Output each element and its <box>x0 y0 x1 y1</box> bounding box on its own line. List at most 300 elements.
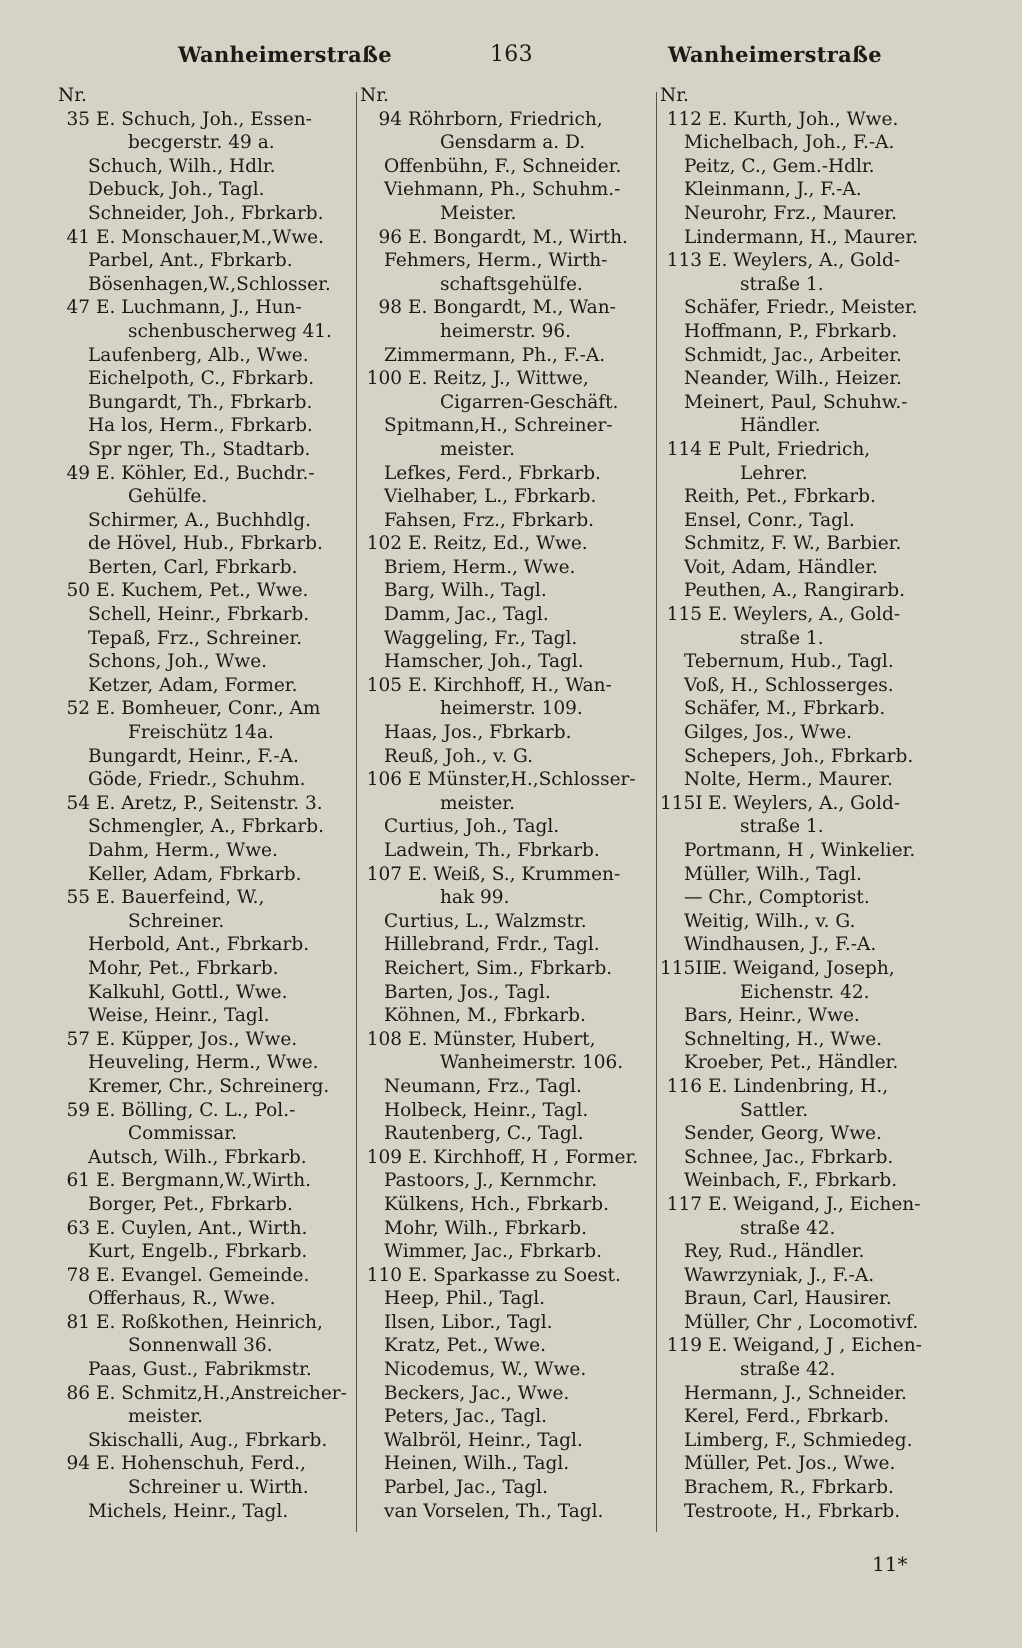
directory-entry <box>660 745 960 769</box>
resident-entry: Müller, Pet. Jos., Wwe. <box>684 1453 896 1475</box>
resident-entry: Nolte, Herm., Maurer. <box>684 769 893 791</box>
entry-continuation: Händler. <box>740 415 821 437</box>
directory-entry <box>58 1476 360 1500</box>
entry-continuation: Gehülfe. <box>128 486 208 508</box>
directory-entry <box>360 792 660 816</box>
directory-entry <box>58 1028 360 1052</box>
resident-entry: E. Weigand, J., Eichen- <box>708 1193 921 1215</box>
directory-entry <box>660 674 960 698</box>
resident-entry: Reith, Pet., Fbrkarb. <box>684 486 876 508</box>
directory-entry <box>360 1311 660 1335</box>
resident-entry: Mohr, Wilh., Fbrkarb. <box>384 1217 587 1239</box>
directory-entry <box>58 981 360 1005</box>
resident-entry: Beckers, Jac., Wwe. <box>384 1382 570 1404</box>
directory-entry <box>58 886 360 910</box>
house-number: 59 <box>66 1099 90 1121</box>
directory-entry <box>58 155 360 179</box>
directory-entry <box>360 1382 660 1406</box>
directory-entry <box>660 650 960 674</box>
resident-entry: Schmengler, A., Fbrkarb. <box>88 816 324 838</box>
directory-entry <box>360 1051 660 1075</box>
resident-entry: Gilges, Jos., Wwe. <box>684 722 853 744</box>
house-number: 110 <box>366 1264 402 1286</box>
resident-entry: E. Kirchhoff, H., Wan- <box>408 674 612 696</box>
resident-entry: Meinert, Paul, Schuhw.- <box>684 391 908 413</box>
directory-entry <box>58 650 360 674</box>
entry-continuation: heimerstr. 96. <box>440 320 572 342</box>
resident-entry: Heep, Phil., Tagl. <box>384 1288 546 1310</box>
resident-entry: Spitmann,H., Schreiner- <box>384 415 613 437</box>
directory-entry <box>660 414 960 438</box>
directory-entry <box>58 957 360 981</box>
directory-entry <box>660 273 960 297</box>
directory-entry <box>360 249 660 273</box>
resident-entry: Voit, Adam, Händler. <box>684 556 878 578</box>
resident-entry: Bungardt, Th., Fbrkarb. <box>88 391 313 413</box>
house-number: 81 <box>66 1311 90 1333</box>
house-number: 113 <box>666 250 702 272</box>
column-3 <box>660 84 960 1523</box>
resident-entry: Portmann, H , Winkelier. <box>684 840 916 861</box>
resident-entry: Kerel, Ferd., Fbrkarb. <box>684 1406 890 1428</box>
resident-entry: Waggeling, Fr., Tagl. <box>384 627 578 649</box>
directory-entry <box>360 1217 660 1241</box>
resident-entry: E. Bergmann,W.,Wirth. <box>96 1170 311 1192</box>
resident-entry: E. Weylers, A., Gold- <box>708 250 901 272</box>
directory-entry <box>360 957 660 981</box>
resident-entry: E. Bongardt, M., Wan- <box>408 297 616 319</box>
directory-entry <box>58 532 360 556</box>
resident-entry: Schons, Joh., Wwe. <box>88 651 268 673</box>
directory-entry <box>360 815 660 839</box>
directory-entry <box>360 532 660 556</box>
directory-entry <box>58 933 360 957</box>
resident-entry: Michelbach, Joh., F.-A. <box>684 132 895 154</box>
resident-entry: — Chr., Comptorist. <box>684 887 870 909</box>
resident-entry: Eichelpoth, C., Fbrkarb. <box>88 368 315 390</box>
resident-entry: E. Weylers, A., Gold- <box>708 792 901 814</box>
directory-entry <box>58 1217 360 1241</box>
resident-entry: van Vorselen, Th., Tagl. <box>384 1500 604 1522</box>
resident-entry: E. Kirchhoff, H , Former. <box>408 1146 639 1168</box>
directory-entry <box>660 1028 960 1052</box>
directory-entry <box>660 1429 960 1453</box>
resident-entry: Müller, Chr , Locomotivf. <box>684 1311 919 1333</box>
directory-entry <box>660 202 960 226</box>
resident-entry: Brachem, R., Fbrkarb. <box>684 1477 894 1499</box>
resident-entry: Schepers, Joh., Fbrkarb. <box>684 745 914 767</box>
resident-entry: Schneider, Joh., Fbrkarb. <box>88 202 324 224</box>
house-number: 57 <box>66 1028 90 1050</box>
directory-entry <box>58 1193 360 1217</box>
resident-entry: Keller, Adam, Fbrkarb. <box>88 863 302 885</box>
entry-continuation: schaftsgehülfe. <box>440 273 583 295</box>
entry-continuation: Sattler. <box>740 1099 809 1121</box>
resident-entry: Bars, Heinr., Wwe. <box>684 1005 860 1027</box>
resident-entry: E. Sparkasse zu Soest. <box>408 1264 621 1286</box>
directory-entry <box>660 603 960 627</box>
house-number: 49 <box>66 462 90 484</box>
resident-entry: Haas, Jos., Fbrkarb. <box>384 722 572 744</box>
resident-entry: E. Schuch, Joh., Essen- <box>96 108 312 130</box>
directory-entry <box>58 1334 360 1358</box>
resident-entry: Peters, Jac., Tagl. <box>384 1406 548 1428</box>
directory-entry <box>660 1146 960 1170</box>
directory-entry <box>360 273 660 297</box>
directory-entry <box>58 1429 360 1453</box>
resident-entry: E. Weylers, A., Gold- <box>708 604 901 626</box>
house-number: 108 <box>366 1028 402 1050</box>
resident-entry: Ladwein, Th., Fbrkarb. <box>384 840 600 861</box>
directory-entry <box>360 768 660 792</box>
resident-entry: Wawrzyniak, J., F.-A. <box>684 1264 875 1286</box>
resident-entry: Schäfer, Friedr., Meister. <box>684 297 918 319</box>
directory-entry <box>360 485 660 509</box>
directory-entry <box>660 768 960 792</box>
resident-entry: Kalkuhl, Gottl., Wwe. <box>88 981 288 1003</box>
resident-entry: Barten, Jos., Tagl. <box>384 981 551 1003</box>
resident-entry: Weitig, Wilh., v. G. <box>684 910 856 932</box>
house-number: 98 <box>378 297 402 319</box>
entry-continuation: Commissar. <box>128 1123 238 1145</box>
resident-entry: Paas, Gust., Fabrikmstr. <box>88 1359 312 1381</box>
directory-entry <box>360 1193 660 1217</box>
house-number: 55 <box>66 887 90 909</box>
entry-continuation: Wanheimerstr. 106. <box>440 1052 624 1074</box>
house-number: 94 <box>66 1453 90 1475</box>
directory-entry <box>360 933 660 957</box>
directory-entry <box>360 344 660 368</box>
entry-continuation: meister. <box>440 438 515 460</box>
directory-entry <box>58 579 360 603</box>
directory-entry <box>360 414 660 438</box>
directory-entry <box>660 933 960 957</box>
resident-entry: E Münster,H.,Schlosser- <box>408 769 636 791</box>
resident-entry: Skischalli, Aug., Fbrkarb. <box>88 1429 328 1451</box>
resident-entry: E. Schmitz,H.,Anstreicher- <box>96 1382 347 1404</box>
resident-entry: Peuthen, A., Rangirarb. <box>684 580 905 602</box>
directory-entry <box>58 367 360 391</box>
resident-entry: Weise, Heinr., Tagl. <box>88 1005 270 1027</box>
resident-entry: Schmidt, Jac., Arbeiter. <box>684 344 902 366</box>
directory-entry <box>660 815 960 839</box>
entry-continuation: schenbuscherweg 41. <box>128 320 332 342</box>
directory-entry <box>360 296 660 320</box>
directory-entry <box>660 155 960 179</box>
resident-entry: E. Bomheuer, Conr., Am <box>96 698 321 720</box>
resident-entry: Fehmers, Herm., Wirth- <box>384 250 608 272</box>
resident-entry: E. Kuchem, Pet., Wwe. <box>96 580 309 602</box>
house-number: 116 <box>666 1075 702 1097</box>
resident-entry: E Pult, Friedrich, <box>708 438 871 460</box>
directory-entry <box>58 131 360 155</box>
resident-entry: E. Küpper, Jos., Wwe. <box>96 1028 298 1050</box>
directory-entry <box>58 1004 360 1028</box>
directory-entry <box>660 839 960 863</box>
directory-entry <box>360 1287 660 1311</box>
resident-entry: E. Aretz, P., Seitenstr. 3. <box>96 792 323 814</box>
directory-entry <box>660 462 960 486</box>
directory-entry <box>58 697 360 721</box>
resident-entry: Sender, Georg, Wwe. <box>684 1123 882 1145</box>
directory-entry <box>360 509 660 533</box>
directory-entry <box>360 438 660 462</box>
directory-entry <box>660 320 960 344</box>
directory-entry <box>660 697 960 721</box>
resident-entry: Tebernum, Hub., Tagl. <box>684 651 894 673</box>
resident-entry: Ensel, Conr., Tagl. <box>684 509 855 531</box>
directory-entry <box>660 1240 960 1264</box>
resident-entry: Hillebrand, Frdr., Tagl. <box>384 934 600 956</box>
directory-entry <box>660 792 960 816</box>
resident-entry: Köhnen, M., Fbrkarb. <box>384 1005 586 1027</box>
house-number: 52 <box>66 698 90 720</box>
directory-entry <box>360 863 660 887</box>
resident-entry: de Hövel, Hub., Fbrkarb. <box>88 533 323 555</box>
resident-entry: Rey, Rud., Händler. <box>684 1241 865 1263</box>
resident-entry: Laufenberg, Alb., Wwe. <box>88 344 309 366</box>
directory-entry <box>360 320 660 344</box>
directory-entry <box>660 178 960 202</box>
directory-entry <box>660 1334 960 1358</box>
directory-entry <box>360 1358 660 1382</box>
resident-entry: Mohr, Pet., Fbrkarb. <box>88 957 279 979</box>
resident-entry: Barg, Wilh., Tagl. <box>384 580 547 602</box>
directory-entry <box>58 627 360 651</box>
house-number: 109 <box>366 1146 402 1168</box>
directory-entry <box>58 414 360 438</box>
directory-entry <box>58 485 360 509</box>
house-number: 106 <box>366 769 402 791</box>
directory-entry <box>660 1500 960 1524</box>
directory-entry <box>58 178 360 202</box>
directory-entry <box>58 1311 360 1335</box>
directory-entry <box>660 556 960 580</box>
directory-entry <box>58 226 360 250</box>
resident-entry: E. Lindenbring, H., <box>708 1075 889 1097</box>
house-number: 119 <box>666 1335 702 1357</box>
directory-entry <box>58 1358 360 1382</box>
resident-entry: E. Luchmann, J., Hun- <box>96 297 302 319</box>
directory-entry <box>660 1405 960 1429</box>
directory-entry <box>58 462 360 486</box>
directory-entry <box>58 320 360 344</box>
directory-entry <box>660 131 960 155</box>
resident-entry: E. Roßkothen, Heinrich, <box>96 1311 323 1333</box>
directory-entry <box>360 391 660 415</box>
entry-continuation: Schreiner. <box>128 910 225 932</box>
house-number: 47 <box>66 297 90 319</box>
header-left-street: Wanheimerstraße <box>178 42 392 67</box>
house-number: 117 <box>666 1193 702 1215</box>
resident-entry: Voß, H., Schlosserges. <box>684 674 894 696</box>
resident-entry: E. Weigand, J , Eichen- <box>708 1335 922 1357</box>
resident-entry: Schäfer, M., Fbrkarb. <box>684 698 886 720</box>
entry-continuation: Freischütz 14a. <box>128 722 274 744</box>
entry-continuation: becgerstr. 49 a. <box>128 132 275 154</box>
directory-entry <box>58 910 360 934</box>
resident-entry: Hermann, J., Schneider. <box>684 1382 907 1404</box>
directory-entry <box>660 249 960 273</box>
entry-continuation: straße 1. <box>740 816 824 838</box>
entry-continuation: hak 99. <box>440 887 510 909</box>
resident-entry: Schirmer, A., Buchhdlg. <box>88 509 311 531</box>
directory-entry <box>660 391 960 415</box>
directory-entry <box>660 1004 960 1028</box>
directory-entry <box>360 650 660 674</box>
resident-entry: Herbold, Ant., Fbrkarb. <box>88 934 310 956</box>
directory-entry <box>660 1217 960 1241</box>
resident-entry: Heinen, Wilh., Tagl. <box>384 1453 570 1475</box>
header-right-street: Wanheimerstraße <box>668 42 882 67</box>
column-1 <box>58 84 360 1523</box>
resident-entry: Ilsen, Libor., Tagl. <box>384 1311 553 1333</box>
directory-entry <box>58 249 360 273</box>
directory-entry <box>360 1146 660 1170</box>
directory-entry <box>360 627 660 651</box>
column-2 <box>360 84 660 1523</box>
directory-entry <box>660 509 960 533</box>
directory-entry <box>360 226 660 250</box>
house-number: 94 <box>378 108 402 130</box>
directory-entry <box>660 627 960 651</box>
entry-continuation: Cigarren-Geschäft. <box>440 391 619 413</box>
entry-continuation: straße 42. <box>740 1217 836 1239</box>
directory-entry <box>58 1382 360 1406</box>
resident-entry: Ha los, Herm., Fbrkarb. <box>88 415 313 437</box>
resident-entry: E. Hohenschuh, Ferd., <box>96 1453 306 1475</box>
directory-entry <box>58 391 360 415</box>
directory-entry <box>58 1452 360 1476</box>
resident-entry: Windhausen, J., F.-A. <box>684 934 877 956</box>
house-number: 50 <box>66 580 90 602</box>
entry-continuation: heimerstr. 109. <box>440 698 583 720</box>
house-number: 61 <box>66 1170 90 1192</box>
directory-entry <box>660 108 960 132</box>
column-nr-label: Nr. <box>660 85 689 106</box>
directory-entry <box>660 1382 960 1406</box>
directory-entry <box>660 1311 960 1335</box>
directory-entry <box>360 1122 660 1146</box>
entry-continuation: Lehrer. <box>740 462 808 484</box>
resident-entry: Dahm, Herm., Wwe. <box>88 840 278 861</box>
directory-entry <box>660 1051 960 1075</box>
resident-entry: Külkens, Hch., Fbrkarb. <box>384 1193 609 1215</box>
directory-entry <box>58 1075 360 1099</box>
resident-entry: Heuveling, Herm., Wwe. <box>88 1052 319 1074</box>
directory-entry <box>58 1122 360 1146</box>
directory-entry <box>360 108 660 132</box>
directory-entry <box>360 556 660 580</box>
directory-entry <box>660 1287 960 1311</box>
resident-entry: Peitz, C., Gem.-Hdlr. <box>684 155 875 177</box>
resident-entry: Lindermann, H., Maurer. <box>684 226 919 248</box>
directory-entry <box>660 1169 960 1193</box>
directory-entry <box>660 485 960 509</box>
house-number: 112 <box>666 108 702 130</box>
directory-entry <box>360 579 660 603</box>
house-number: 54 <box>66 792 90 814</box>
resident-entry: E. Bongardt, M., Wirth. <box>408 226 628 248</box>
directory-entry <box>360 1004 660 1028</box>
resident-entry: Neander, Wilh., Heizer. <box>684 368 902 390</box>
resident-entry: E. Kurth, Joh., Wwe. <box>708 108 899 130</box>
directory-entry <box>360 1099 660 1123</box>
directory-entry <box>660 296 960 320</box>
directory-entry <box>660 532 960 556</box>
resident-entry: Zimmermann, Ph., F.-A. <box>384 344 606 366</box>
resident-entry: Offenbühn, F., Schneider. <box>384 155 622 177</box>
directory-entry <box>360 1264 660 1288</box>
directory-entry <box>58 721 360 745</box>
resident-entry: Röhrborn, Friedrich, <box>408 108 603 130</box>
directory-entry <box>58 509 360 533</box>
resident-entry: E. Evangel. Gemeinde. <box>96 1264 310 1286</box>
directory-entry <box>58 674 360 698</box>
entry-continuation: Gensdarm a. D. <box>440 132 586 154</box>
entry-continuation: Meister. <box>440 202 517 224</box>
directory-entry <box>58 863 360 887</box>
directory-entry <box>360 1452 660 1476</box>
resident-entry: E. Weiß, S., Krummen- <box>408 863 621 885</box>
directory-entry <box>660 1476 960 1500</box>
directory-entry <box>58 202 360 226</box>
resident-entry: Schuch, Wilh., Hdlr. <box>88 155 276 177</box>
directory-entry <box>660 1099 960 1123</box>
resident-entry: E. Köhler, Ed., Buchdr.- <box>96 462 315 484</box>
directory-entry <box>58 815 360 839</box>
resident-entry: Bungardt, Heinr., F.-A. <box>88 745 299 767</box>
directory-entry <box>660 344 960 368</box>
resident-entry: Debuck, Joh., Tagl. <box>88 179 265 201</box>
directory-entry <box>660 579 960 603</box>
resident-entry: Parbel, Ant., Fbrkarb. <box>88 250 293 272</box>
signature-mark: 11* <box>872 1552 908 1576</box>
resident-entry: Briem, Herm., Wwe. <box>384 556 576 578</box>
directory-entry <box>660 1264 960 1288</box>
resident-entry: E. Reitz, J., Wittwe, <box>408 368 589 390</box>
directory-entry <box>360 367 660 391</box>
directory-entry <box>58 1051 360 1075</box>
directory-entry <box>360 839 660 863</box>
resident-entry: Ketzer, Adam, Former. <box>88 674 298 696</box>
resident-entry: Limberg, F., Schmiedeg. <box>684 1429 913 1451</box>
resident-entry: Pastoors, J., Kernmchr. <box>384 1170 598 1192</box>
directory-entry <box>360 1028 660 1052</box>
entry-continuation: Sonnenwall 36. <box>128 1335 273 1357</box>
house-number: 96 <box>378 226 402 248</box>
directory-entry <box>660 957 960 981</box>
directory-entry <box>660 863 960 887</box>
resident-entry: Braun, Carl, Hausirer. <box>684 1288 892 1310</box>
directory-entry <box>58 1500 360 1524</box>
directory-entry <box>360 697 660 721</box>
directory-entry <box>360 1334 660 1358</box>
directory-entry <box>58 344 360 368</box>
directory-entry <box>58 1240 360 1264</box>
resident-entry: Schnee, Jac., Fbrkarb. <box>684 1146 894 1168</box>
directory-entry <box>360 131 660 155</box>
directory-entry <box>58 1169 360 1193</box>
directory-entry <box>360 603 660 627</box>
directory-entry <box>360 462 660 486</box>
resident-entry: Nicodemus, W., Wwe. <box>384 1359 587 1381</box>
directory-entry <box>360 155 660 179</box>
resident-entry: Curtius, Joh., Tagl. <box>384 816 560 838</box>
directory-entry <box>58 839 360 863</box>
resident-entry: Wimmer, Jac., Fbrkarb. <box>384 1241 602 1263</box>
directory-entry <box>660 438 960 462</box>
